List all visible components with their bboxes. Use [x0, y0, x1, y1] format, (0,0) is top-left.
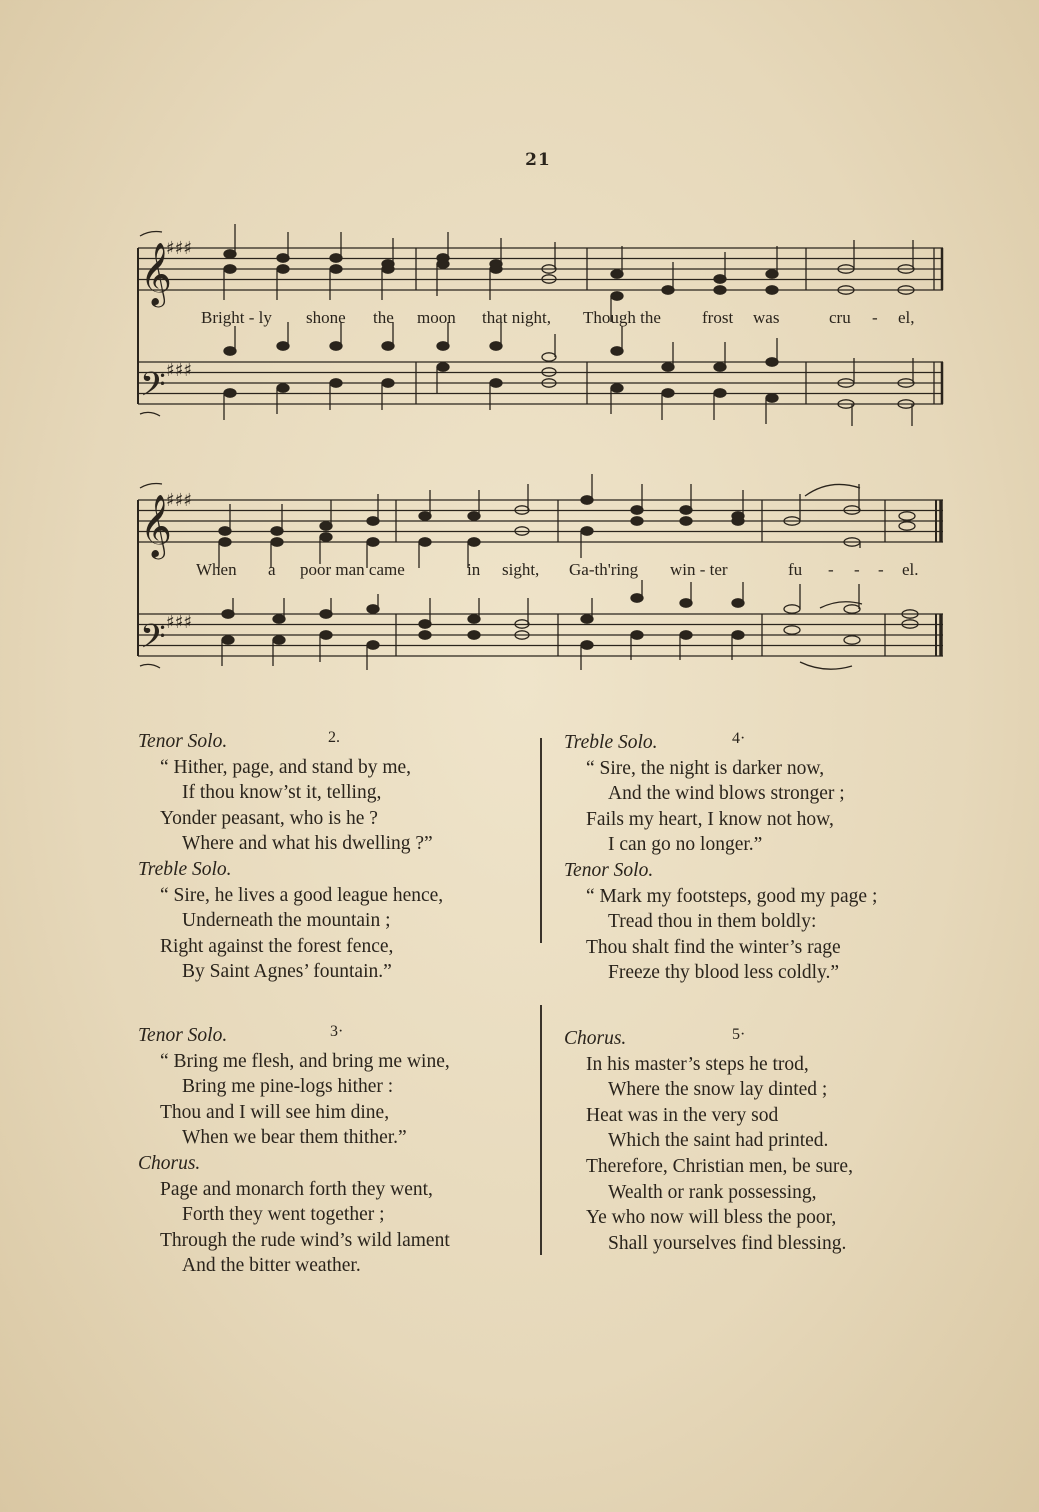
verse-heading	[138, 729, 443, 755]
verse-heading	[564, 730, 877, 756]
verse-line: Wealth or rank possessing,	[608, 1181, 817, 1203]
lyric-syllable: -	[828, 560, 834, 579]
verse-line: Page and monarch forth they went,	[160, 1178, 433, 1200]
system2-treble-staff	[138, 500, 943, 542]
verse-line: Therefore, Christian men, be sure,	[586, 1155, 853, 1177]
verse-line: Yonder peasant, who is he ?	[160, 807, 378, 829]
verse-4	[564, 730, 877, 986]
verse-line: Freeze thy blood less coldly.”	[608, 962, 840, 984]
verse-line: “ Mark my footsteps, good my page ;	[586, 885, 878, 907]
verse-line: “ Sire, he lives a good league hence,	[160, 884, 444, 906]
lyric-syllable: moon	[417, 308, 456, 327]
svg-text:♯♯♯: ♯♯♯	[166, 238, 193, 259]
verse-number: 3·	[330, 1023, 344, 1040]
lyric-syllable: When	[196, 560, 237, 579]
svg-text:♯♯♯: ♯♯♯	[166, 612, 193, 633]
verse-voice-label: Tenor Solo.	[564, 859, 654, 881]
lyric-syllable: that night,	[482, 308, 551, 327]
verse-line: Shall yourselves find blessing.	[608, 1232, 847, 1254]
verse-voice-label: Tenor Solo.	[138, 731, 228, 752]
svg-text:𝄢: 𝄢	[140, 366, 166, 412]
system2-bass-staff	[138, 614, 943, 656]
svg-text:♯♯♯: ♯♯♯	[166, 490, 193, 511]
verse-line: In his master’s steps he trod,	[586, 1053, 809, 1075]
column-divider	[540, 738, 542, 943]
system1-lyrics	[0, 308, 1039, 332]
verse-heading	[138, 857, 443, 883]
verse-3	[138, 1023, 450, 1279]
lyric-syllable: frost	[702, 308, 734, 327]
verse-heading	[564, 1026, 853, 1052]
verse-voice-label: Chorus.	[564, 1028, 627, 1049]
lyric-syllable: the	[373, 308, 394, 327]
system1-bass-notes	[224, 322, 914, 426]
column-divider	[540, 1005, 542, 1255]
page-number: 21	[525, 150, 551, 170]
verse-line: I can go no longer.”	[608, 834, 763, 856]
verse-line: Thou shalt find the winter’s rage	[586, 936, 841, 958]
lyric-syllable: shone	[306, 308, 346, 327]
verse-number: 4·	[732, 730, 746, 747]
lyric-syllable: was	[753, 308, 780, 327]
lyric-syllable: -	[854, 560, 860, 579]
verse-line: Where and what his dwelling ?”	[182, 833, 433, 855]
verse-line: When we bear them thither.”	[182, 1127, 407, 1149]
verse-line: Bring me pine-logs hither :	[182, 1076, 394, 1098]
lyric-syllable: cru	[829, 308, 851, 327]
svg-text:♯♯♯: ♯♯♯	[166, 360, 193, 381]
verse-line: Ye who now will bless the poor,	[586, 1207, 837, 1229]
verse-line: Forth they went together ;	[182, 1204, 385, 1226]
verse-line: “ Hither, page, and stand by me,	[160, 756, 412, 778]
lyric-syllable: sight,	[502, 560, 540, 579]
verse-number: 2.	[328, 729, 340, 746]
verse-line: “ Bring me flesh, and bring me wine,	[160, 1050, 450, 1072]
lyric-syllable: poor man came	[300, 560, 405, 579]
lyric-syllable: el,	[898, 308, 915, 327]
verse-line: Which the saint had printed.	[608, 1130, 829, 1152]
verse-line: Thou and I will see him dine,	[160, 1101, 390, 1123]
lyric-syllable: in	[467, 560, 481, 579]
lyric-syllable: Though the	[583, 308, 661, 327]
lyric-syllable: -	[872, 308, 878, 327]
verse-2	[138, 729, 443, 985]
lyric-syllable: win - ter	[670, 560, 728, 579]
verse-heading	[138, 1023, 450, 1049]
svg-text:𝄞: 𝄞	[140, 494, 172, 557]
verse-voice-label: Tenor Solo.	[138, 1025, 228, 1046]
verse-voice-label: Treble Solo.	[564, 732, 658, 753]
verse-line: “ Sire, the night is darker now,	[586, 757, 825, 779]
svg-text:𝄢: 𝄢	[140, 618, 166, 664]
verse-line: Fails my heart, I know not how,	[586, 808, 834, 830]
music-score	[0, 0, 1039, 700]
verse-number: 5·	[732, 1026, 746, 1043]
verse-line: If thou know’st it, telling,	[182, 782, 382, 804]
verse-line: And the bitter weather.	[182, 1255, 361, 1277]
verse-voice-label: Chorus.	[138, 1152, 201, 1174]
verse-line: Right against the forest fence,	[160, 935, 394, 957]
svg-text:𝄞: 𝄞	[140, 242, 172, 305]
verse-line: And the wind blows stronger ;	[608, 783, 845, 805]
verse-line: Through the rude wind’s wild lament	[160, 1229, 450, 1251]
verse-heading	[564, 858, 877, 884]
verse-line: By Saint Agnes’ fountain.”	[182, 961, 392, 983]
verse-line: Heat was in the very sod	[586, 1104, 779, 1126]
lyric-syllable: Ga-th'ring	[569, 560, 639, 579]
system1-bass-staff	[138, 362, 943, 404]
lyric-syllable: fu	[788, 560, 803, 579]
lyric-syllable: Bright - ly	[201, 308, 272, 327]
lyric-syllable: a	[268, 560, 276, 579]
lyric-syllable: -	[878, 560, 884, 579]
verse-5	[564, 1026, 853, 1256]
lyric-syllable: el.	[902, 560, 919, 579]
system2-lyrics	[0, 560, 1039, 584]
verse-line: Underneath the mountain ;	[182, 910, 391, 932]
verse-line: Tread thou in them boldly:	[608, 911, 817, 933]
verse-voice-label: Treble Solo.	[138, 858, 232, 880]
system1-treble-staff	[138, 248, 943, 290]
verse-heading	[138, 1151, 450, 1177]
verse-line: Where the snow lay dinted ;	[608, 1079, 828, 1101]
